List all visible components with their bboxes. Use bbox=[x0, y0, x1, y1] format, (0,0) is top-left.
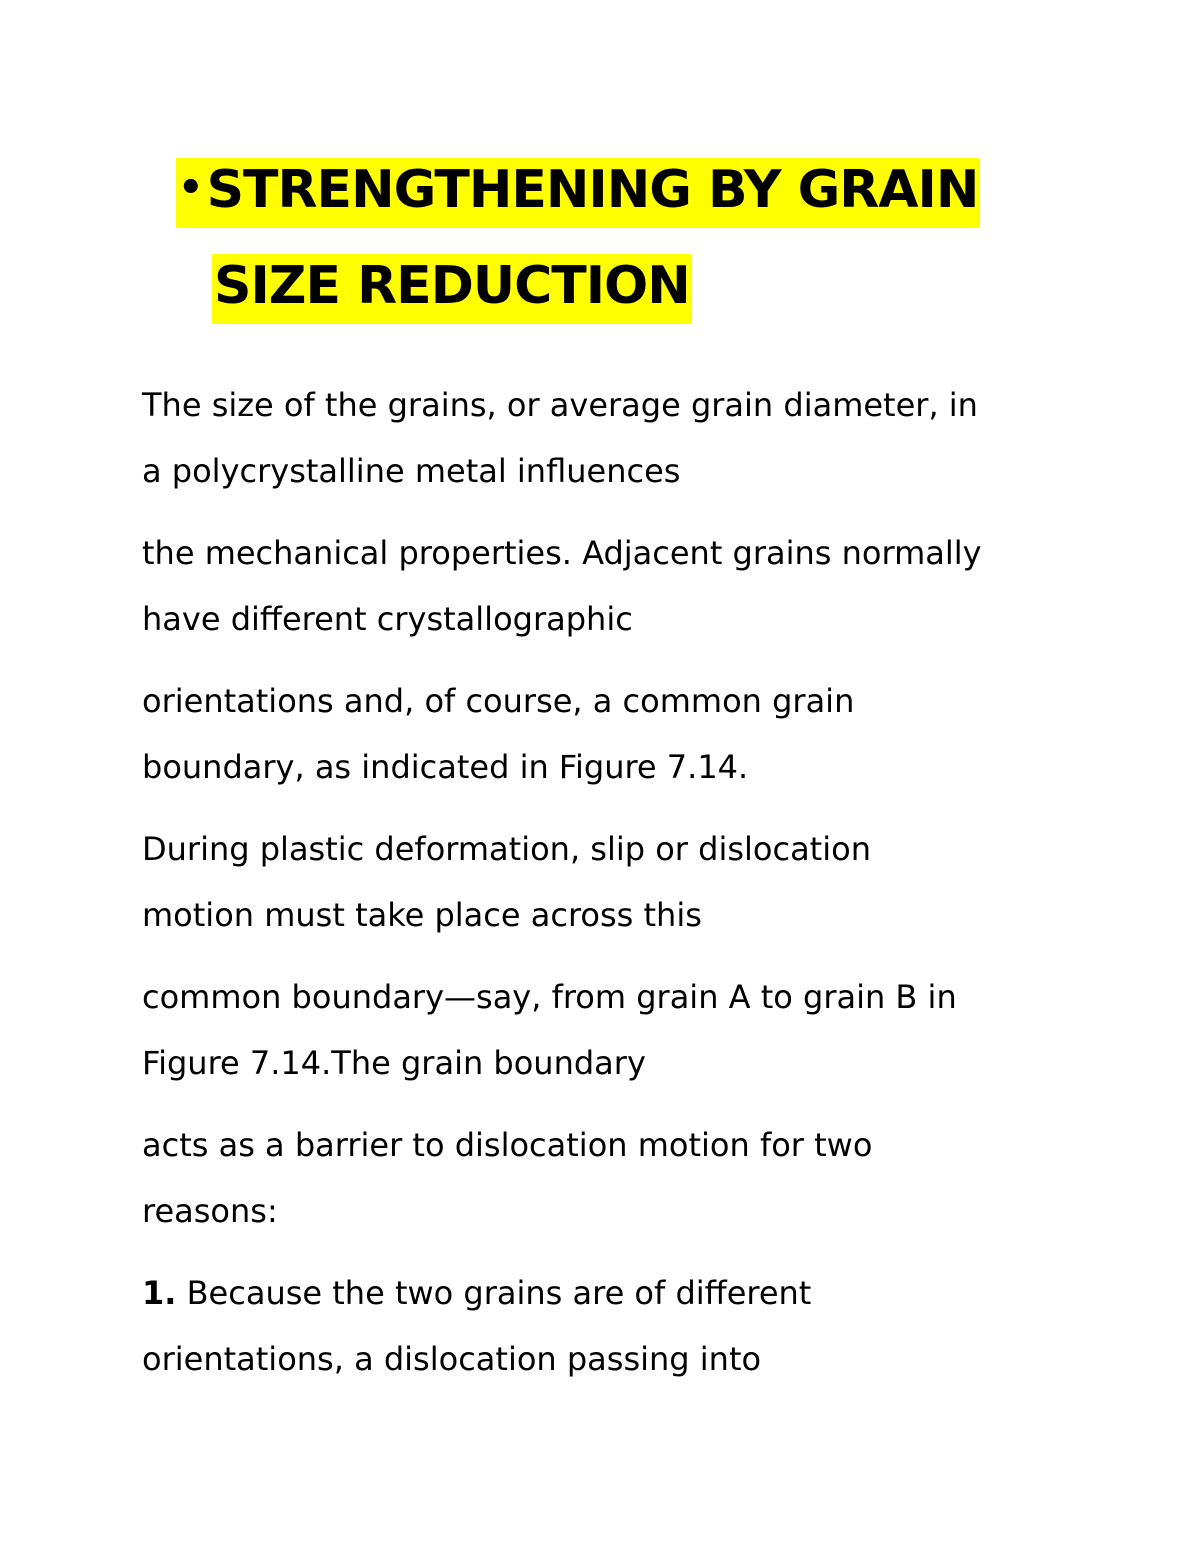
paragraph-line: have different crystallographic bbox=[142, 600, 633, 638]
paragraph-line: reasons: bbox=[142, 1192, 278, 1230]
paragraph-line: Figure 7.14.The grain boundary bbox=[142, 1044, 646, 1082]
paragraph bbox=[142, 964, 1082, 1096]
paragraph-line: acts as a barrier to dislocation motion for two bbox=[142, 1126, 873, 1164]
paragraph bbox=[142, 372, 1082, 504]
heading-line-2 bbox=[176, 238, 1056, 334]
paragraph-line: orientations and, of course, a common grain bbox=[142, 682, 855, 720]
list-item bbox=[142, 1260, 1082, 1392]
list-item-number: 1. bbox=[142, 1274, 177, 1312]
paragraph bbox=[142, 668, 1082, 800]
paragraph-line: a polycrystalline metal influences bbox=[142, 452, 681, 490]
paragraph bbox=[142, 520, 1082, 652]
list-item-line: orientations, a dislocation passing into bbox=[142, 1340, 762, 1378]
list-item-text: Because the two grains are of different bbox=[176, 1274, 812, 1312]
heading-text-2: SIZE REDUCTION bbox=[214, 256, 690, 316]
paragraph-line: the mechanical properties. Adjacent grains normally bbox=[142, 534, 982, 572]
section-heading bbox=[176, 140, 1056, 334]
paragraph bbox=[142, 1112, 1082, 1244]
heading-text-1: STRENGTHENING BY GRAIN bbox=[206, 160, 979, 220]
list-item-line bbox=[142, 1260, 1082, 1326]
paragraph bbox=[142, 816, 1082, 948]
heading-line-1 bbox=[176, 140, 1056, 238]
paragraph-line: The size of the grains, or average grain diameter, in bbox=[142, 386, 978, 424]
heading-highlight-2 bbox=[212, 254, 692, 324]
paragraph-line: During plastic deformation, slip or dislocation bbox=[142, 830, 871, 868]
body-text bbox=[142, 372, 1082, 1408]
paragraph-line: motion must take place across this bbox=[142, 896, 702, 934]
paragraph-line: boundary, as indicated in Figure 7.14. bbox=[142, 748, 749, 786]
heading-highlight-1 bbox=[176, 158, 980, 228]
paragraph-line: common boundary—say, from grain A to grain B in bbox=[142, 978, 957, 1016]
bullet-icon: • bbox=[178, 165, 203, 211]
